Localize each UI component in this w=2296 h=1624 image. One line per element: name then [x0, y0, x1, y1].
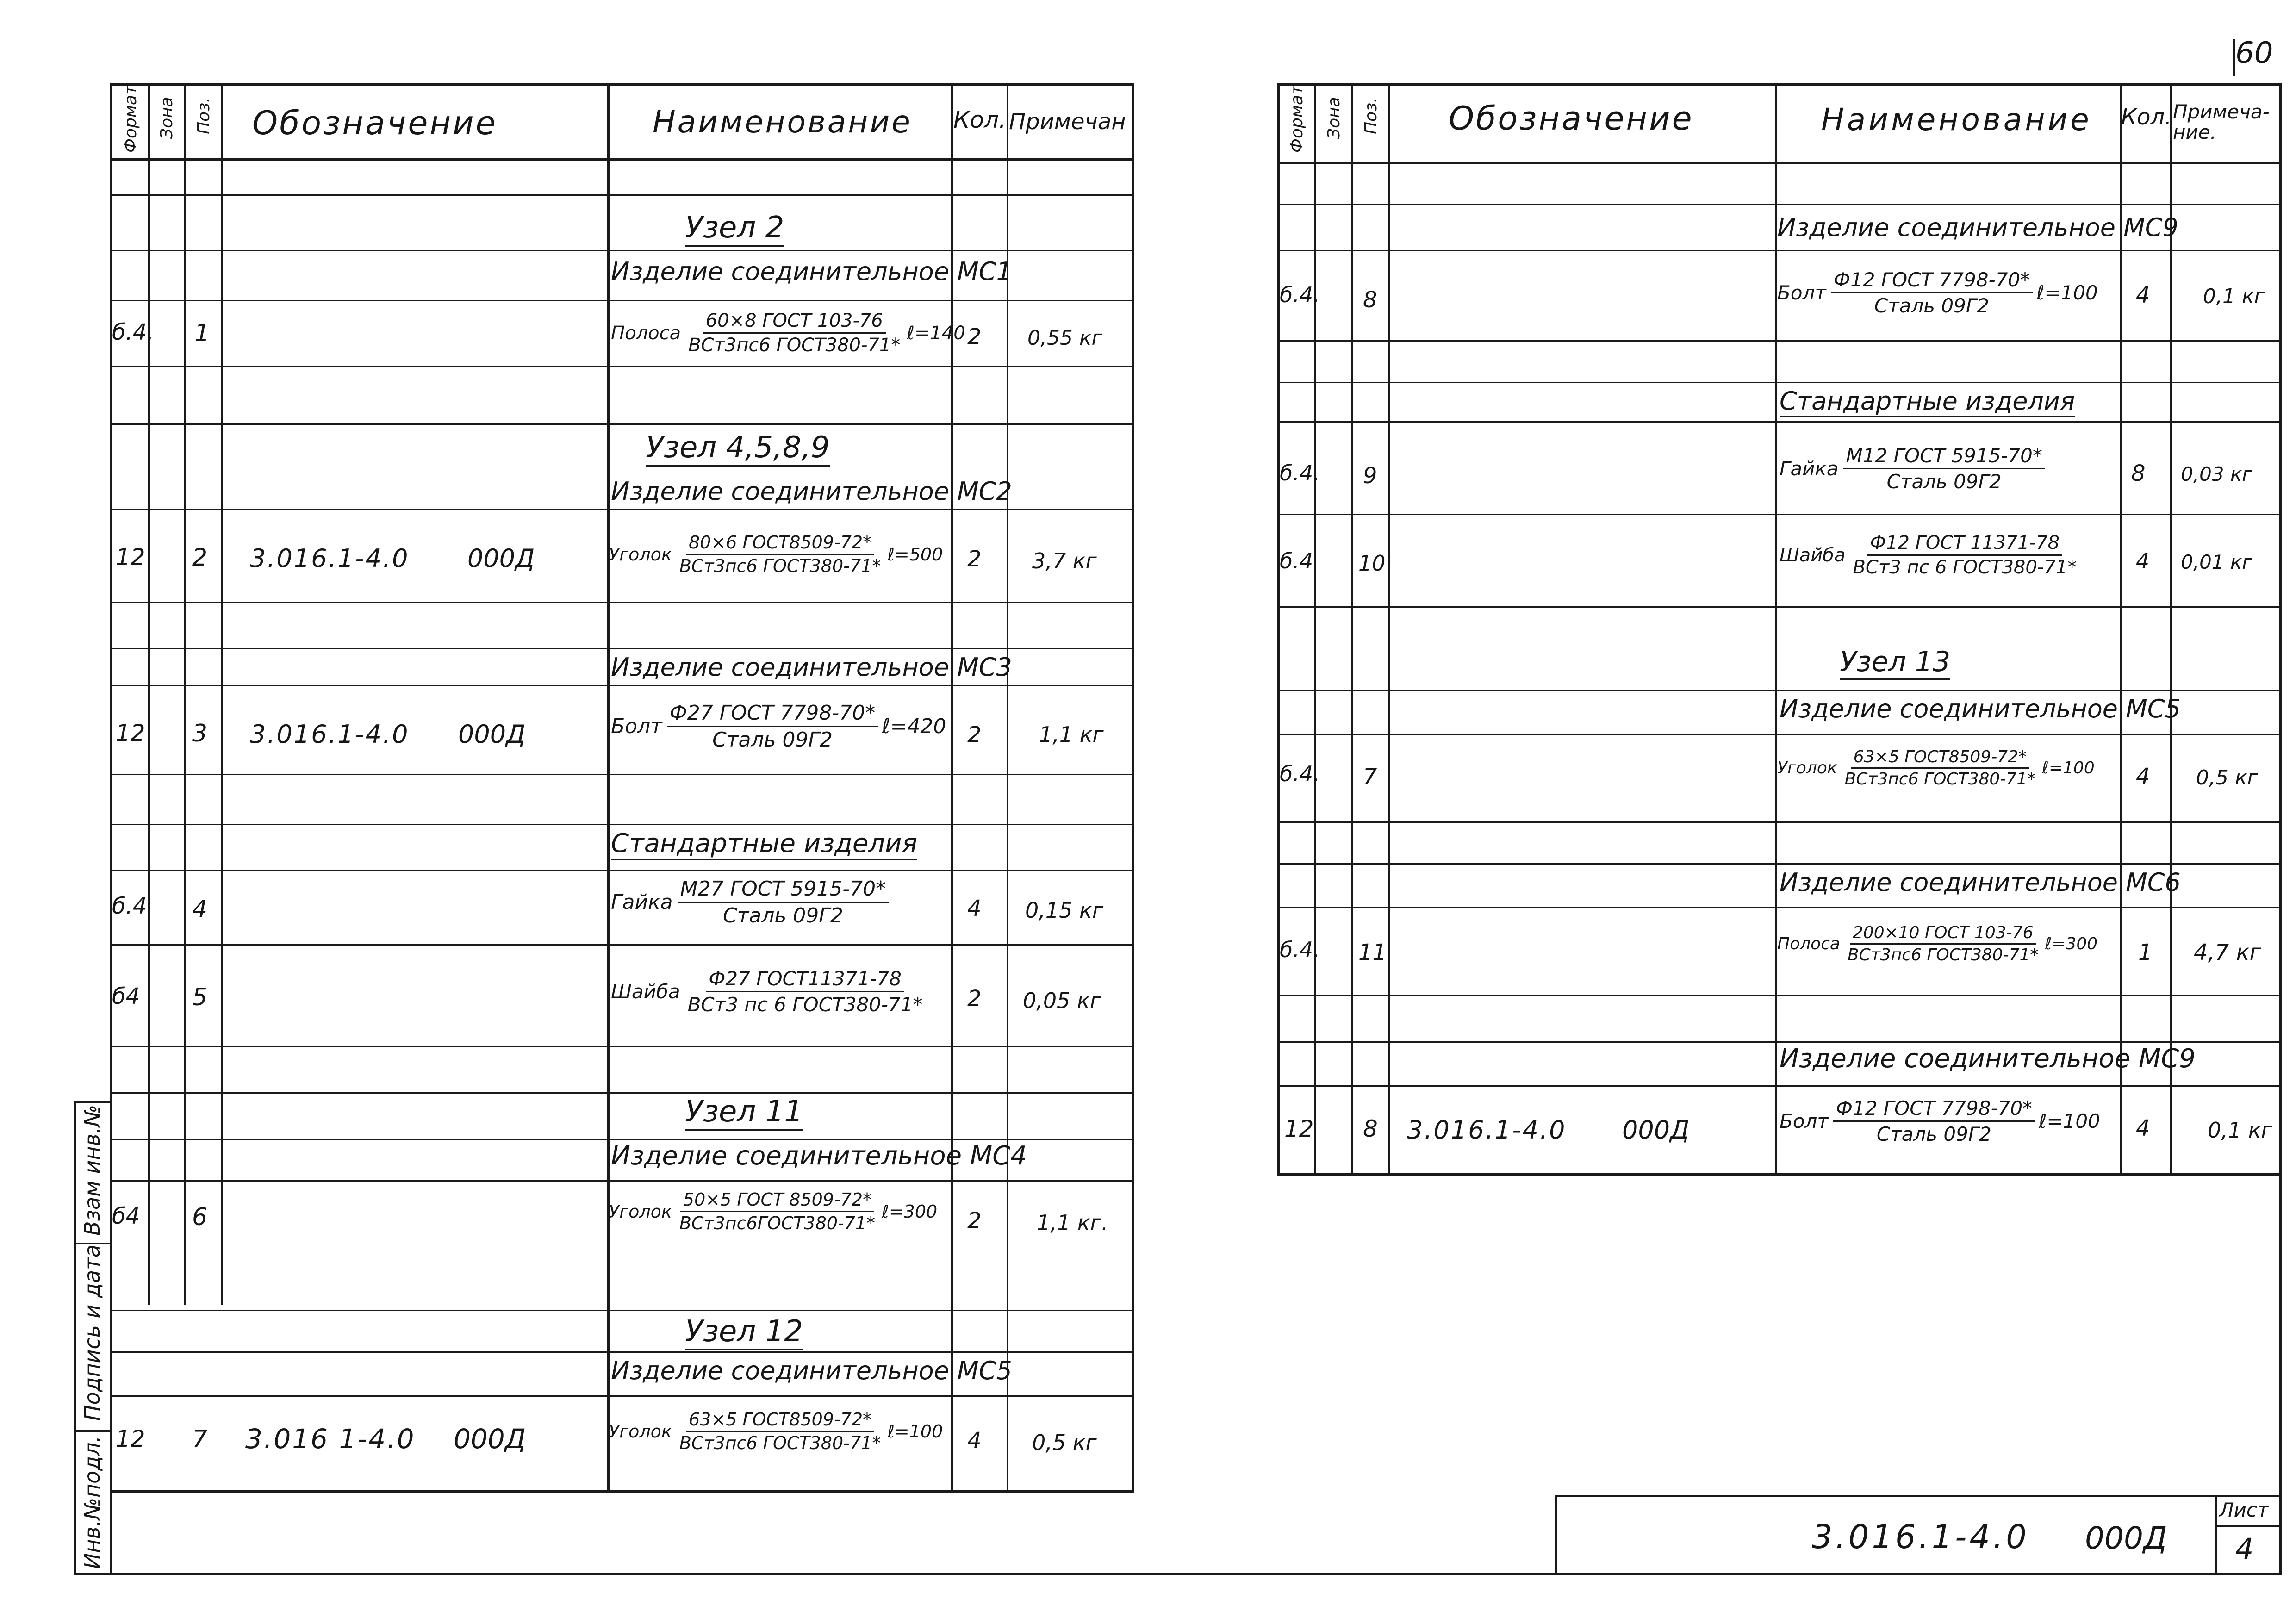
row-format: б4 [112, 983, 140, 1009]
section-sub: Стандартные изделия [1780, 386, 2075, 417]
row-designation: 3.016.1-4.0 [250, 720, 410, 749]
header-format: Формат [121, 85, 140, 153]
row-pos: 10 [1358, 551, 1386, 576]
stamp-sign-date: Подпись и дата [80, 1244, 105, 1421]
row-pos: 4 [192, 896, 208, 923]
header-designation: Обозначение [1449, 100, 1694, 137]
header-qty: Кол. [2121, 104, 2172, 130]
row-qty: 2 [967, 324, 982, 350]
section-sub: Изделие соединительное МС2 [611, 477, 1012, 506]
row-note: 0,55 кг [1027, 326, 1102, 350]
section-title: Узел 12 [685, 1314, 803, 1350]
stamp-inv-orig: Инв.№подл. [80, 1435, 105, 1569]
header-note: Примечан [1009, 109, 1126, 135]
row-item: Болт $\frac{\text{Ф12 ГОСТ 7798-70*}}{\text{Сталь 09Г2}}$ ℓ=100 [1777, 268, 2098, 317]
row-format: б.4 [1280, 548, 1313, 573]
row-format: б.4. [112, 319, 154, 345]
row-item: Полоса $\frac{\text{200×10 ГОСТ 103-76}}{\text{ВСт3пс6 ГОСТ380-71*}}$ ℓ=300 [1777, 923, 2098, 964]
row-format: б.4. [1280, 937, 1320, 962]
row-item: Болт $\frac{\text{Ф27 ГОСТ 7798-70*}}{\text{Сталь 09Г2}}$ ℓ=420 [611, 701, 946, 752]
row-note: 1,1 кг. [1037, 1210, 1108, 1235]
frame-bottom [74, 1573, 2282, 1575]
row-qty: 4 [2136, 548, 2150, 573]
sheet-label: Лист [2219, 1499, 2269, 1521]
row-code: 000Д [458, 720, 526, 749]
header-note: Примеча-ние. [2173, 100, 2270, 143]
header-pos: Поз. [1362, 97, 1381, 134]
row-format: б.4. [1280, 282, 1320, 307]
row-code: 000Д [1622, 1115, 1690, 1145]
row-code: 000Д [454, 1423, 526, 1455]
section-sub: Изделие соединительное МС9 [1777, 213, 2178, 242]
section-sub: Изделие соединительное МС6 [1780, 868, 2181, 897]
stamp-vzam-inv: Взам инв.№ [80, 1104, 105, 1236]
row-item: Шайба $\frac{\text{Ф27 ГОСТ11371-78}}{\text{ВСт3 пс 6 ГОСТ380-71*}}$ [611, 967, 923, 1016]
row-qty: 4 [967, 1428, 982, 1454]
row-qty: 2 [967, 986, 982, 1012]
row-pos: 7 [192, 1425, 208, 1453]
row-pos: 2 [192, 544, 208, 572]
row-qty: 4 [967, 896, 982, 921]
row-qty: 4 [2136, 764, 2150, 790]
row-note: 0,01 кг [2181, 551, 2252, 573]
row-note: 1,1 кг [1039, 722, 1104, 747]
row-code: 000Д [467, 544, 535, 573]
row-pos: 1 [194, 319, 210, 347]
section-sub: Изделие соединительное МС9 [1780, 1044, 2196, 1074]
section-sub: Изделие соединительное МС3 [611, 653, 1012, 682]
row-format: б.4. [1280, 761, 1320, 786]
row-pos: 7 [1363, 764, 1377, 790]
header-zone: Зона [157, 97, 176, 139]
row-format: 12 [1284, 1115, 1314, 1142]
row-qty: 4 [2136, 1115, 2150, 1141]
row-pos: 8 [1363, 1115, 1378, 1142]
section-sub: Изделие соединительное МС1 [611, 257, 1012, 286]
row-pos: 5 [192, 983, 208, 1011]
row-qty: 1 [2138, 940, 2153, 965]
header-format: Формат [1288, 85, 1307, 153]
header-qty: Кол. [953, 106, 1006, 133]
section-title: Узел 2 [685, 211, 784, 247]
header-designation: Обозначение [252, 104, 498, 142]
row-note: 0,03 кг [2181, 463, 2252, 485]
corner-tick [2233, 39, 2235, 76]
row-item: Уголок $\frac{\text{80×6 ГОСТ8509-72*}}{\text{ВСт3пс6 ГОСТ380-71*}}$ ℓ=500 [609, 532, 943, 576]
doc-code: 3.016.1-4.0 [1812, 1518, 2029, 1556]
row-pos: 11 [1358, 940, 1387, 965]
row-format: б4 [112, 1203, 140, 1229]
row-qty: 2 [967, 722, 982, 748]
section-title: Узел 13 [1840, 646, 1950, 680]
section-sub: Изделие соединительное МС5 [611, 1356, 1012, 1385]
row-item: Уголок $\frac{\text{63×5 ГОСТ8509-72*}}{\text{ВСт3пс6 ГОСТ380-71*}}$ ℓ=100 [609, 1409, 943, 1453]
sheet-corner-number: 60 [2235, 36, 2273, 70]
row-pos: 8 [1363, 287, 1377, 313]
header-name: Наименование [653, 104, 912, 140]
sheet-number: 4 [2235, 1532, 2254, 1566]
row-format: б.4 [112, 893, 147, 919]
row-qty: 8 [2131, 460, 2146, 486]
section-title: Узел 11 [685, 1095, 803, 1131]
row-note: 0,15 кг [1025, 898, 1103, 923]
frame-right [2279, 83, 2282, 1574]
row-qty: 2 [967, 1208, 982, 1234]
doc-suffix: 000Д [2085, 1520, 2167, 1556]
row-qty: 2 [967, 546, 982, 572]
row-item: Гайка $\frac{\text{М12 ГОСТ 5915-70*}}{\text{Сталь 09Г2}}$ [1780, 444, 2045, 493]
row-note: 0,1 кг [2208, 1118, 2272, 1143]
row-note: 0,1 кг [2203, 285, 2265, 308]
header-pos: Поз. [194, 97, 213, 134]
row-format: б.4. [1280, 460, 1320, 485]
row-item: Болт $\frac{\text{Ф12 ГОСТ 7798-70*}}{\text{Сталь 09Г2}}$ ℓ=100 [1780, 1097, 2100, 1145]
row-format: 12 [116, 720, 145, 747]
row-item: Уголок $\frac{\text{50×5 ГОСТ 8509-72*}}{\text{ВСт3пс6ГОСТ380-71*}}$ ℓ=300 [609, 1189, 938, 1233]
row-item: Гайка $\frac{\text{М27 ГОСТ 5915-70*}}{\text{Сталь 09Г2}}$ [611, 877, 889, 927]
row-format: 12 [116, 1425, 145, 1452]
row-item: Полоса $\frac{\text{60×8 ГОСТ 103-76}}{\text{ВСт3пс6 ГОСТ380-71*}}$ ℓ=140 [611, 310, 965, 356]
row-designation: 3.016.1-4.0 [1407, 1115, 1567, 1145]
row-pos: 3 [192, 720, 208, 747]
section-sub: Стандартные изделия [611, 828, 917, 860]
frame-left [110, 83, 112, 1574]
frame-top-right [1277, 83, 2282, 86]
row-designation: 3.016 1-4.0 [245, 1423, 416, 1455]
section-sub: Изделие соединительное МС4 [611, 1141, 1027, 1171]
row-format: 12 [116, 544, 145, 571]
row-note: 0,5 кг [2196, 766, 2258, 790]
row-item: Шайба $\frac{\text{Ф12 ГОСТ 11371-78}}{\text{ВСт3 пс 6 ГОСТ380-71*}}$ [1780, 532, 2077, 578]
row-pos: 9 [1363, 463, 1377, 489]
row-pos: 6 [192, 1203, 208, 1231]
row-designation: 3.016.1-4.0 [250, 544, 410, 573]
row-note: 4,7 кг [2194, 940, 2261, 965]
frame-top-left [110, 83, 1134, 86]
header-zone: Зона [1325, 97, 1344, 139]
row-note: 3,7 кг [1032, 548, 1097, 573]
section-title: Узел 4,5,8,9 [646, 430, 830, 467]
row-note: 0,5 кг [1032, 1430, 1097, 1455]
row-note: 0,05 кг [1023, 988, 1101, 1013]
row-qty: 4 [2136, 282, 2150, 308]
section-sub: Изделие соединительное МС5 [1780, 694, 2181, 723]
row-item: Уголок $\frac{\text{63×5 ГОСТ8509-72*}}{\text{ВСт3пс6 ГОСТ380-71*}}$ ℓ=100 [1777, 747, 2095, 789]
header-name: Наименование [1821, 102, 2092, 137]
